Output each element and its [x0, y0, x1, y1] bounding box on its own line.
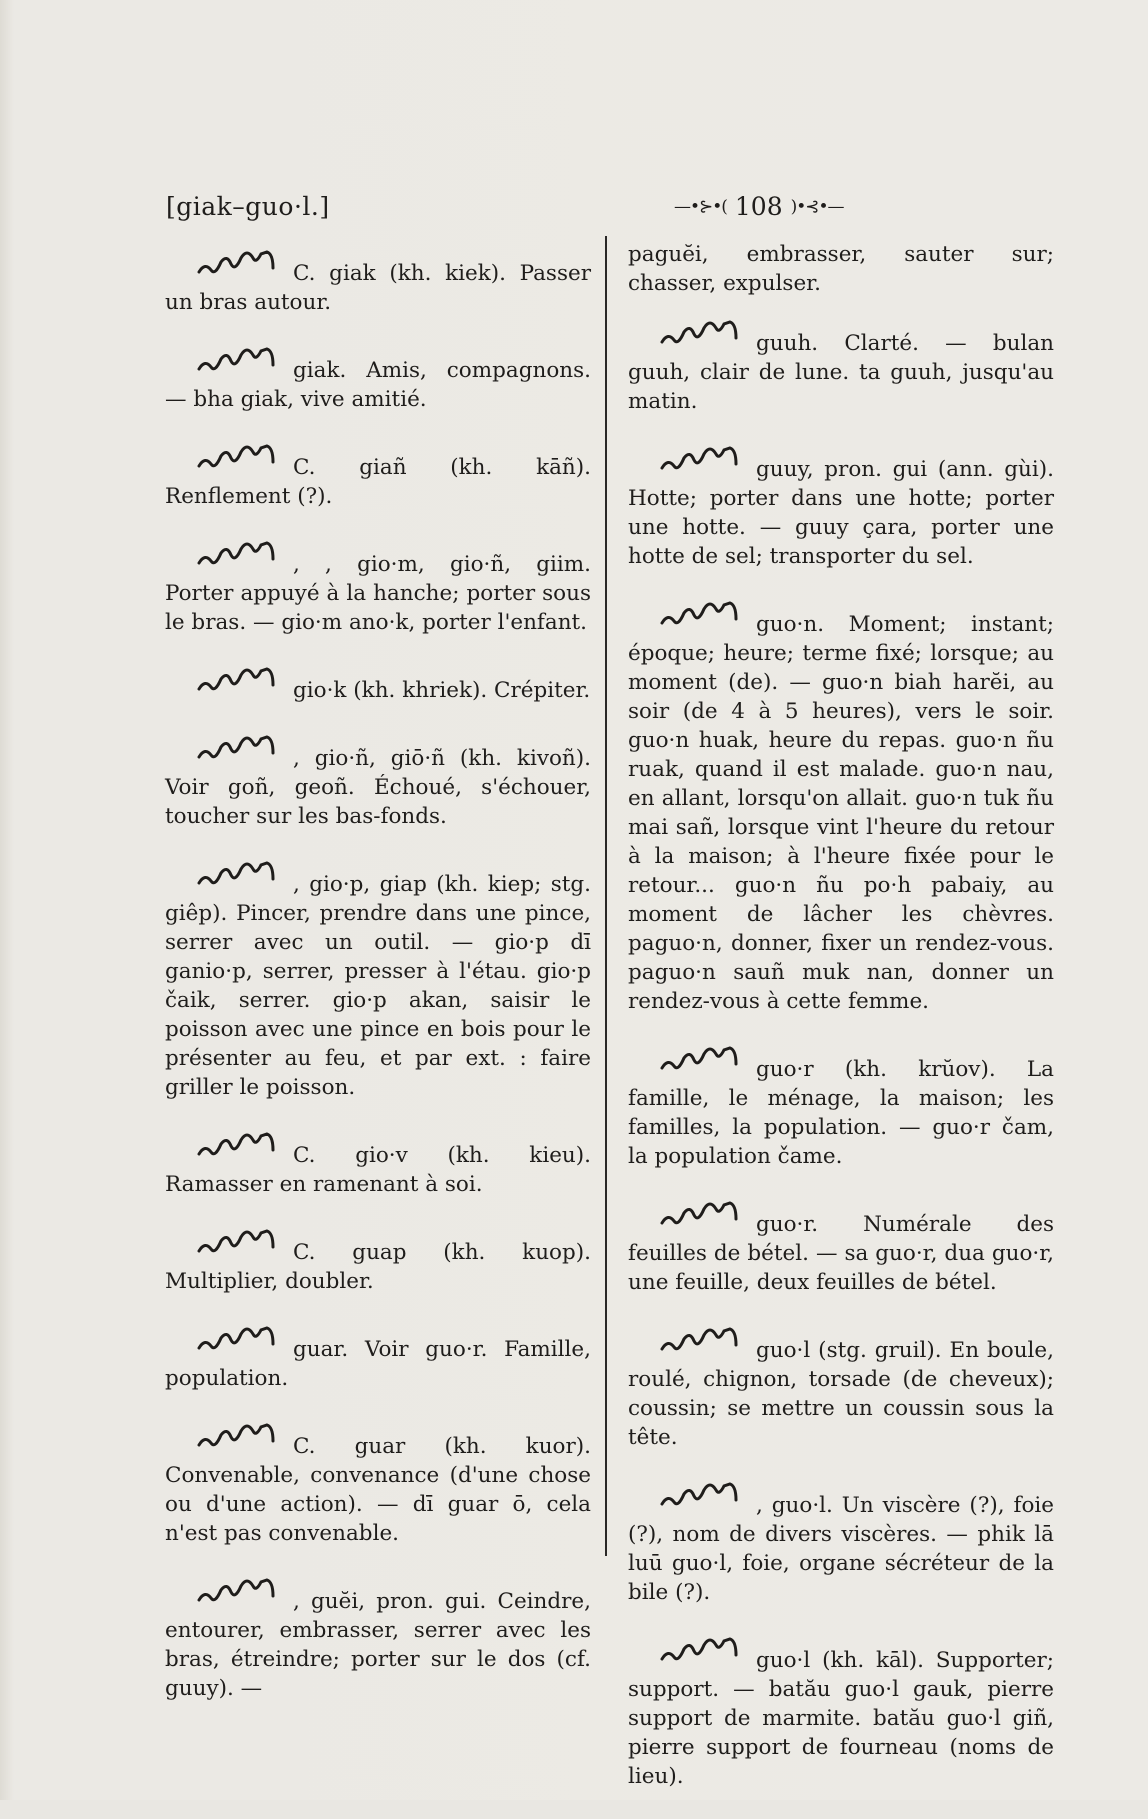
dictionary-entry — [628, 318, 1054, 416]
entry-text: C. giañ (kh. kāñ). Renflement (?). — [165, 455, 591, 509]
cham-script-glyph-icon — [658, 1044, 748, 1080]
dictionary-entry — [628, 1199, 1054, 1297]
dictionary-entry — [628, 1480, 1054, 1607]
entry-text: , guĕi, pron. gui. Ceindre, entourer, embrasser, serrer avec les bras, étreindre; porter sur le dos (cf. guuy). — — [165, 1589, 591, 1701]
dictionary-entry — [165, 1421, 591, 1548]
dictionary-entry — [165, 1130, 591, 1199]
cham-script-glyph-icon — [195, 1227, 285, 1263]
dictionary-entry — [628, 599, 1054, 1016]
entry-text: guo·r. Numérale des feuilles de bétel. — sa guo·r, dua guo·r, une feuille, deux feuilles de bétel. — [628, 1212, 1054, 1295]
cham-script-glyph-icon — [195, 442, 285, 478]
dictionary-entry — [165, 1576, 591, 1703]
dictionary-entry — [628, 1044, 1054, 1171]
cham-script-glyph-icon — [658, 1199, 748, 1235]
entry-text: gio·k (kh. khriek). Crépiter. — [293, 678, 591, 703]
entry-text: , guo·l. Un viscère (?), foie (?), nom de divers viscères. — phik lā luū guo·l, foie, organe sécréteur de la bile (?). — [628, 1493, 1054, 1605]
cham-script-glyph-icon — [195, 1421, 285, 1457]
dictionary-entry — [165, 248, 591, 317]
entry-text: giak. Amis, compagnons. — bha giak, vive amitié. — [165, 358, 591, 412]
entry-text: guo·l (stg. gruil). En boule, roulé, chignon, torsade (de cheveux); coussin; se mettre un coussin sous la tête. — [628, 1338, 1054, 1450]
dictionary-entry — [165, 1324, 591, 1393]
header-ornament-right: )•⊰•— — [790, 197, 844, 217]
left-column — [165, 248, 591, 1731]
dictionary-entry — [165, 345, 591, 414]
entry-text: guuh. Clarté. — bulan guuh, clair de lune. ta guuh, jusqu'au matin. — [628, 331, 1054, 414]
cham-script-glyph-icon — [195, 1324, 285, 1360]
entry-text: , , gio·m, gio·ñ, giim. Porter appuyé à la hanche; porter sous le bras. — gio·m ano·k, porter l'enfant. — [165, 552, 591, 635]
entry-text: guo·r (kh. krŭov). La famille, le ménage, la maison; les familles, la population. — guo·r čam, la population čame. — [628, 1057, 1054, 1169]
right-column — [628, 240, 1054, 1819]
dictionary-entry — [628, 240, 1054, 298]
cham-script-glyph-icon — [658, 599, 748, 635]
header-ornament-left: —•⊱•( — [674, 197, 727, 217]
entry-text: guuy, pron. gui (ann. gùi). Hotte; porter dans une hotte; porter une hotte. — guuy çara, porter une hotte de sel; transporter du sel. — [628, 457, 1054, 569]
cham-script-glyph-icon — [658, 1635, 748, 1671]
dictionary-entry — [165, 1227, 591, 1296]
header-page-number-group — [674, 192, 844, 221]
cham-script-glyph-icon — [195, 248, 285, 284]
entry-text: C. giak (kh. kiek). Passer un bras autour. — [165, 261, 591, 315]
column-divider — [605, 236, 607, 1556]
cham-script-glyph-icon — [658, 1480, 748, 1516]
entry-text: C. guap (kh. kuop). Multiplier, doubler. — [165, 1240, 591, 1294]
dictionary-entry — [165, 442, 591, 511]
entry-text: guo·n. Moment; instant; époque; heure; terme fixé; lorsque; au moment (de). — guo·n biah harĕi, au soir (de 4 à 5 heures), vers le soir. guo·n huak, heure du repas. guo·n ñu ruak, quand il est malade. guo·n nau, en allant, lorsqu'on allait. guo·n tuk ñu mai sañ, lorsque vint l'heure du retour à la maison; à l'heure fixée pour le retour... guo·n ñu po·h pabaiy, au moment de lâcher les chèvres. paguo·n, donner, fixer un rendez-vous. paguo·n sauñ muk nan, donner un rendez-vous à cette femme. — [628, 612, 1054, 1014]
entry-text: guo·l (kh. kāl). Supporter; support. — batău guo·l gauk, pierre support de marmite. batău guo·l giñ, pierre support de fourneau (noms de lieu). — [628, 1648, 1054, 1789]
dictionary-entry — [628, 1635, 1054, 1791]
header-entry-range: [giak–guo·l.] — [166, 192, 330, 221]
entry-text: C. gio·v (kh. kieu). Ramasser en ramenant à soi. — [165, 1143, 591, 1197]
cham-script-glyph-icon — [195, 665, 285, 701]
dictionary-entry — [165, 539, 591, 637]
cham-script-glyph-icon — [658, 318, 748, 354]
cham-script-glyph-icon — [195, 1576, 285, 1612]
cham-script-glyph-icon — [195, 1130, 285, 1166]
cham-script-glyph-icon — [195, 733, 285, 769]
cham-script-glyph-icon — [195, 859, 285, 895]
page-number: 108 — [734, 192, 783, 221]
entry-text: paguĕi, embrasser, sauter sur; chasser, expulser. — [628, 242, 1054, 296]
dictionary-entry — [628, 444, 1054, 571]
cham-script-glyph-icon — [658, 1325, 748, 1361]
cham-script-glyph-icon — [195, 539, 285, 575]
cham-script-glyph-icon — [658, 444, 748, 480]
entry-text: , gio·ñ, giō·ñ (kh. kivoñ). Voir goñ, geoñ. Échoué, s'échouer, toucher sur les bas-fonds. — [165, 746, 591, 829]
cham-script-glyph-icon — [195, 345, 285, 381]
dictionary-entry — [165, 665, 591, 705]
entry-text: , gio·p, giap (kh. kiep; stg. giêp). Pincer, prendre dans une pince, serrer avec un outil. — gio·p dī ganio·p, serrer, presser à l'étau. gio·p čaik, serrer. gio·p akan, saisir le poisson avec une pince en bois pour le présenter au feu, et par ext. : faire griller le poisson. — [165, 872, 591, 1100]
entry-text: guar. Voir guo·r. Famille, population. — [165, 1337, 591, 1391]
dictionary-entry — [628, 1325, 1054, 1452]
running-header — [162, 192, 1042, 232]
dictionary-entry — [165, 859, 591, 1102]
entry-text: C. guar (kh. kuor). Convenable, convenance (d'une chose ou d'une action). — dī guar ō, cela n'est pas convenable. — [165, 1434, 591, 1546]
dictionary-entry — [165, 733, 591, 831]
